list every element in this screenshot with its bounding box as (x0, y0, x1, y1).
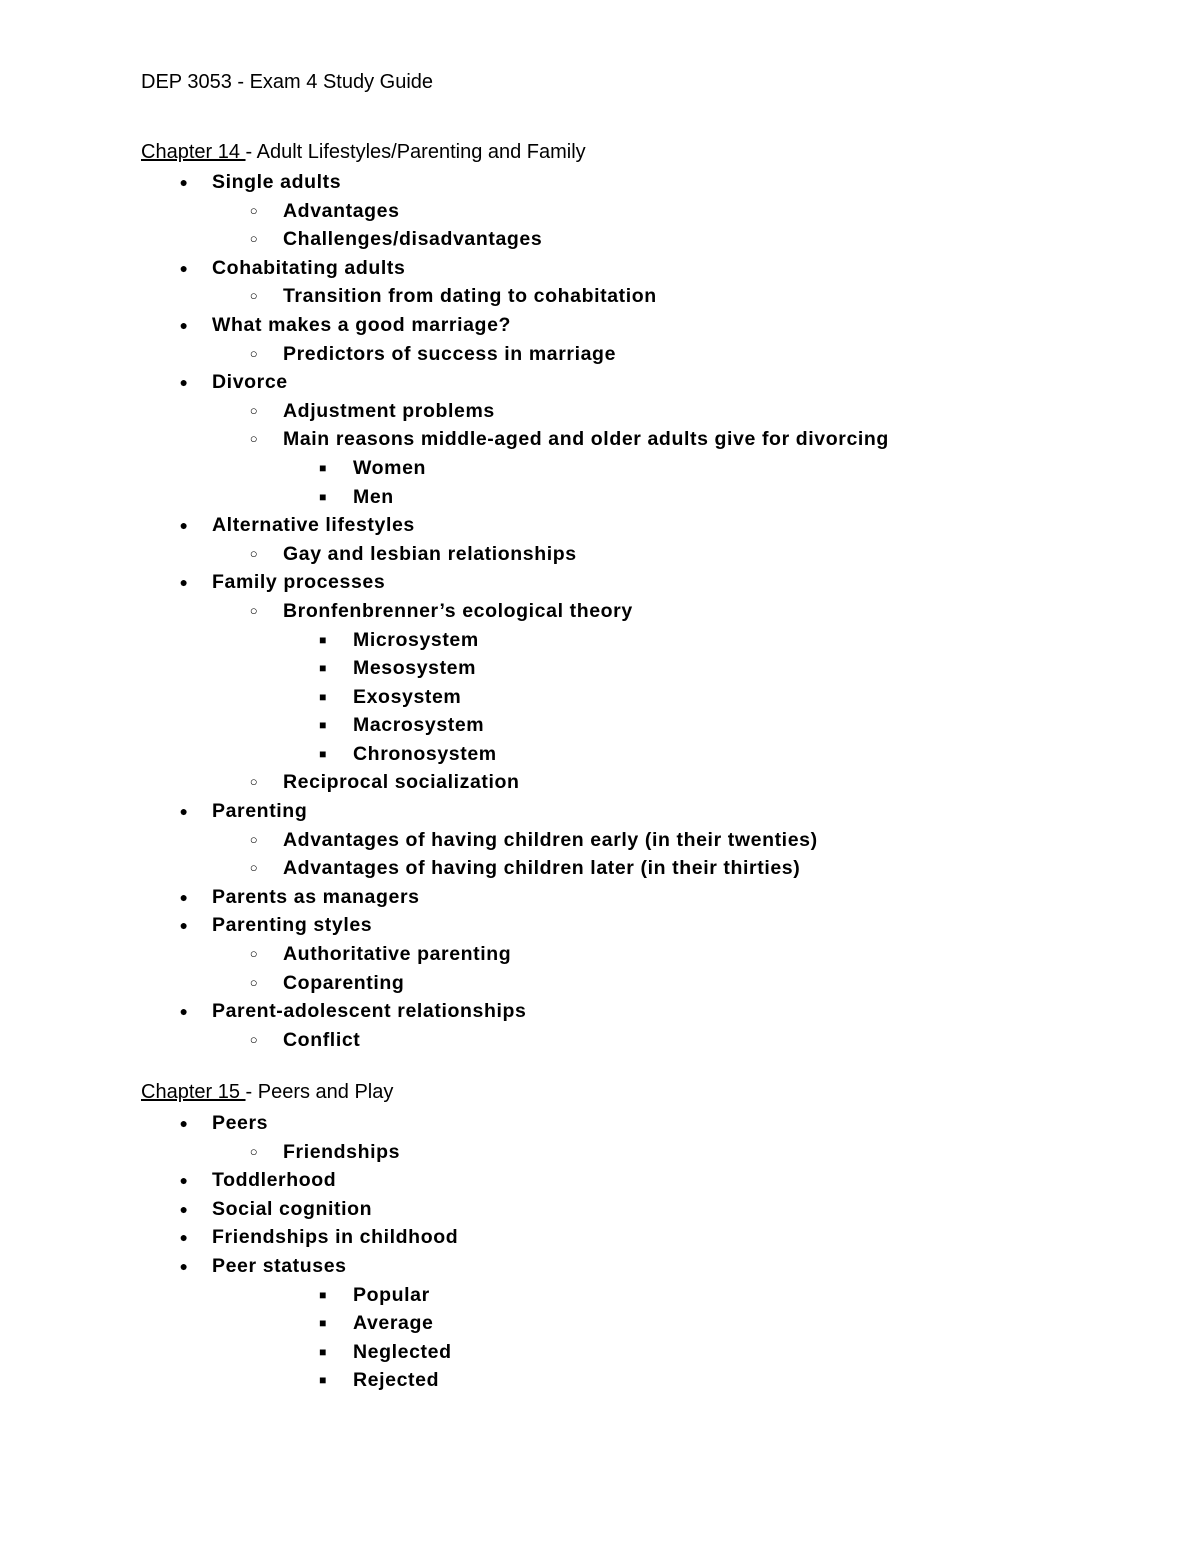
bullet-icon: ○ (249, 602, 259, 618)
outline-item-label: Conflict (283, 1028, 361, 1051)
bullet-icon: ■ (319, 460, 327, 475)
outline-item-label: Men (353, 485, 394, 508)
bullet-icon: ○ (249, 774, 259, 790)
bullet-icon: ■ (319, 746, 327, 761)
outline-item-label: Alternative lifestyles (212, 514, 415, 537)
bullet-icon: ○ (249, 946, 259, 962)
bullet-icon: ■ (319, 489, 327, 504)
bullet-icon: ○ (249, 545, 259, 561)
outline-item-label: Toddlerhood (212, 1169, 337, 1192)
outline-item-label: Reciprocal socialization (283, 771, 520, 794)
outline-item-label: Friendships in childhood (212, 1226, 459, 1249)
chapter-number: Chapter 14 (141, 141, 246, 163)
document-title: DEP 3053 - Exam 4 Study Guide (141, 71, 434, 93)
outline-item-label: Mesosystem (353, 657, 477, 680)
outline-item-label: What makes a good marriage? (212, 313, 512, 336)
outline-item-label: Friendships (283, 1140, 401, 1163)
outline-item-label: Single adults (212, 171, 342, 193)
bullet-icon: ○ (249, 231, 259, 247)
bullet-icon: ● (179, 1200, 189, 1217)
outline-item-label: Adjustment problems (283, 399, 495, 422)
bullet-icon: ● (179, 1003, 189, 1020)
bullet-icon: ■ (319, 1287, 327, 1302)
outline-item-label: Main reasons middle-aged and older adults give for divorcing (283, 428, 889, 451)
bullet-icon: ○ (249, 402, 259, 418)
bullet-icon: ○ (249, 1143, 259, 1159)
bullet-icon: ● (179, 316, 189, 333)
bullet-icon: ● (179, 374, 189, 391)
bullet-icon: ● (179, 803, 189, 820)
outline-item-label: Popular (353, 1283, 430, 1306)
bullet-icon: ○ (249, 288, 259, 304)
bullet-icon: ■ (319, 718, 327, 733)
outline-item-label: Rejected (353, 1369, 440, 1392)
bullet-icon: ■ (319, 1373, 327, 1388)
outline-item-label: Advantages of having children early (in their twenties) (283, 828, 818, 851)
chapter-number: Chapter 15 (141, 1081, 246, 1103)
bullet-icon: ○ (249, 860, 259, 876)
outline-item-label: Authoritative parenting (283, 943, 512, 966)
bullet-icon: ● (179, 1115, 189, 1131)
bullet-icon: ○ (249, 345, 259, 361)
bullet-icon: ○ (249, 831, 259, 847)
outline-item-label: Macrosystem (353, 714, 485, 737)
outline-item-label: Exosystem (353, 685, 462, 708)
outline-item-label: Parenting (212, 800, 308, 823)
outline-item-label: Parent-adolescent relationships (212, 1000, 527, 1023)
outline-item-label: Predictors of success in marriage (283, 342, 617, 365)
outline-item-label: Neglected (353, 1340, 452, 1363)
outline-item-label: Advantages (283, 199, 400, 222)
chapter-title: - Peers and Play (245, 1081, 394, 1103)
outline-item-label: Peer statuses (212, 1254, 347, 1277)
outline-item-label: Gay and lesbian relationships (283, 542, 577, 565)
bullet-icon: ● (179, 1257, 189, 1274)
bullet-icon: ● (179, 1172, 189, 1189)
bullet-icon: ■ (319, 661, 327, 676)
outline-item-label: Peers (212, 1112, 269, 1134)
outline-item-label: Parenting styles (212, 914, 373, 937)
outline-item-label: Cohabitating adults (212, 256, 406, 279)
bullet-icon: ● (179, 174, 189, 190)
chapter-heading (141, 1081, 393, 1104)
bullet-icon: ● (179, 888, 189, 905)
chapter-title: - Adult Lifestyles/Parenting and Family (245, 141, 586, 163)
bullet-icon: ■ (319, 689, 327, 704)
outline-item-label: Coparenting (283, 971, 405, 994)
bullet-icon: ○ (249, 202, 259, 218)
outline-item-label: Advantages of having children later (in their thirties) (283, 857, 801, 880)
outline-item-label: Microsystem (353, 628, 479, 651)
outline-item-label: Women (353, 456, 427, 479)
bullet-icon: ● (179, 1229, 189, 1246)
outline-item-label: Family processes (212, 571, 386, 594)
bullet-icon: ● (179, 917, 189, 934)
bullet-icon: ○ (249, 1031, 259, 1047)
outline-item-label: Challenges/disadvantages (283, 228, 543, 251)
outline-item-label: Social cognition (212, 1197, 373, 1220)
chapter-heading (141, 141, 586, 164)
bullet-icon: ■ (319, 632, 327, 647)
outline-item-label: Chronosystem (353, 742, 497, 765)
bullet-icon: ● (179, 574, 189, 591)
bullet-icon: ● (179, 259, 189, 276)
bullet-icon: ■ (319, 1344, 327, 1359)
bullet-icon: ■ (319, 1316, 327, 1331)
outline-item-label: Bronfenbrenner’s ecological theory (283, 599, 633, 622)
outline-item-label: Divorce (212, 371, 288, 394)
bullet-icon: ○ (249, 431, 259, 447)
outline-item-label: Parents as managers (212, 885, 420, 908)
bullet-icon: ● (179, 517, 189, 534)
outline-item-label: Transition from dating to cohabitation (283, 285, 657, 308)
outline-item-label: Average (353, 1312, 434, 1335)
bullet-icon: ○ (249, 974, 259, 990)
